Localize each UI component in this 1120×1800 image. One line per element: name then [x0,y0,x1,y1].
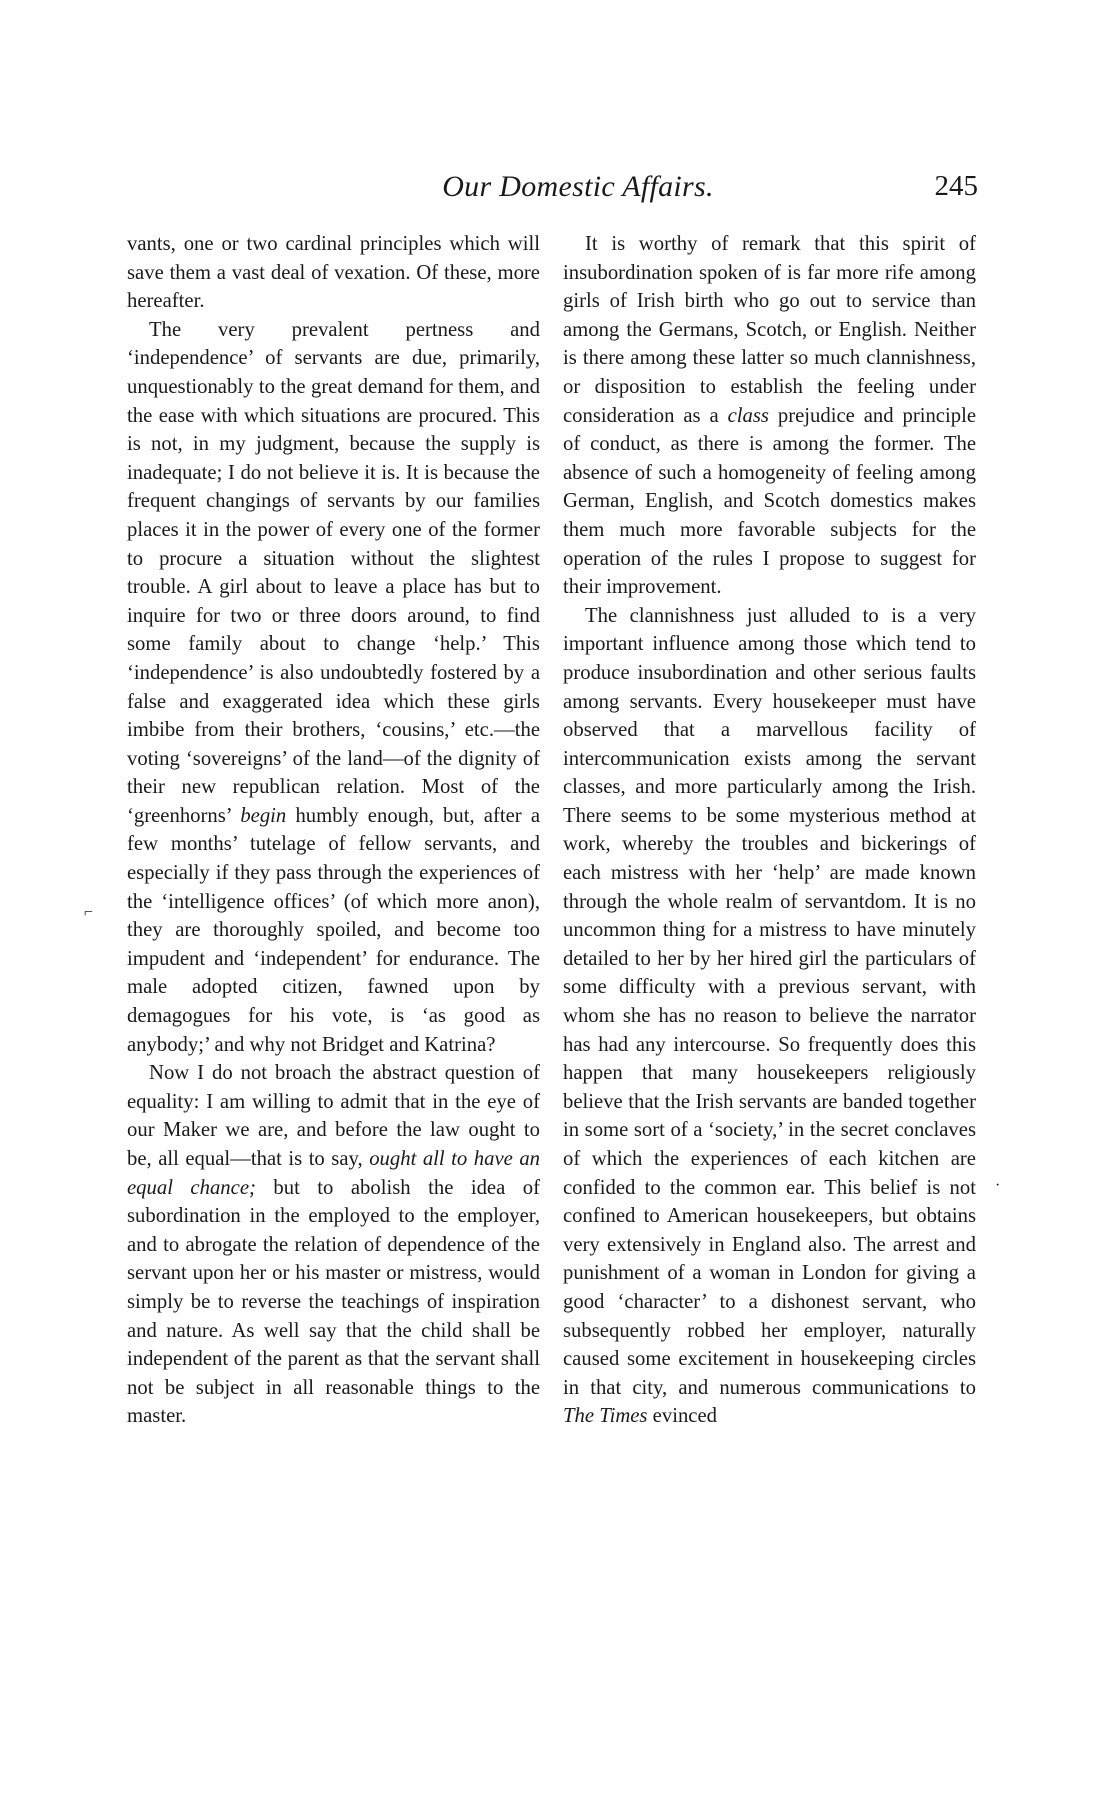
page-header [128,170,978,210]
left-paragraph-1 [127,230,540,316]
right-column [563,230,976,1431]
running-title: Our Domestic Affairs. [442,170,714,203]
text-run: evinced [652,1405,717,1428]
left-column [127,230,540,1431]
right-paragraph-1 [563,230,976,602]
text-run: It is worthy of remark that this spirit of insubordination spoken of is far more rife among girls of Irish birth who go out to service than among the Germans, Scotch, or English. Neither is there among these latter so much clannishness, or disposition to establish the feeling under consideration as a [563,233,976,427]
page-number: 245 [934,170,978,202]
italic-run: The Times [563,1405,648,1428]
italic-run: class [727,404,769,427]
margin-mark: · [995,1177,1001,1194]
text-run: Now I do not broach the abstract question of equality: I am willing to admit that in the eye of our Maker we are, and before the law ought to be, all equal—that is to say, [127,1062,540,1170]
italic-run: ought all to have an equal chance; [127,1148,541,1199]
text-run: prejudice and principle of conduct, as there is among the former. The absence of such a homogeneity of feeling among German, English, and Scotch domestics makes them much more favorable subjects for the operation of the rules I propose to suggest for their improvement. [563,404,977,599]
right-paragraph-2 [563,602,976,1431]
italic-run: begin [240,804,287,827]
left-paragraph-2 [127,316,540,1059]
text-run: vants, one or two cardinal principles which will save them a vast deal of vexation. Of these, more hereafter. [127,233,540,313]
text-run: The very prevalent pertness and ‘independence’ of servants are due, primarily, unquestionably to the great demand for them, and the ease with which situations are procured. This is not, in my judgment, because the supply is inadequate; I do not believe it is. It is because the frequent changings of servants by our families places it in the power of every one of the former to procure a situation without the slightest trouble. A girl about to leave a place has but to inquire for two or three doors around, to find some family about to change ‘help.’ This ‘independence’ is also undoubtedly fostered by a false and exaggerated idea which these girls imbibe from their brothers, ‘cousins,’ etc.—the voting ‘sovereigns’ of the land—of the dignity of their new republican relation. Most of the ‘greenhorns’ [127,318,540,827]
text-run: humbly enough, but, after a few months’ tutelage of fellow servants, and especially if they pass through the experiences of the ‘intelligence offices’ (of which more anon), they are thoroughly spoiled, and become too impudent and ‘independent’ for endurance. The male adopted citizen, fawned upon by demagogues for his vote, is ‘as good as anybody;’ and why not Bridget and Katrina? [127,804,541,1056]
left-paragraph-3 [127,1059,540,1431]
margin-mark: ⌐ [84,904,94,921]
text-run: The clannishness just alluded to is a very important influence among those which tend to produce insubordination and other serious faults among servants. Every housekeeper must have observed that a marvellous facility of intercommunication exists among the servant classes, and more particularly among the Irish. There seems to be some mysterious method at work, whereby the troubles and bickerings of each mistress with her ‘help’ are made known through the whole realm of servantdom. It is no uncommon thing for a mistress to have minutely detailed to her by her hired girl the particulars of some difficulty with a previous servant, with whom she has no reason to believe the narrator has had any intercourse. So frequently does this happen that many housekeepers religiously believe that the Irish servants are banded together in some sort of a ‘society,’ in the secret conclaves of which the experiences of each kitchen are confided to the common ear. This belief is not confined to American housekeepers, but obtains very extensively in England also. The arrest and punishment of a woman in London for giving a good ‘character’ to a dishonest servant, who subsequently robbed her employer, naturally caused some excitement in housekeeping circles in that city, and numerous communications to [563,604,976,1399]
text-run: but to abolish the idea of subordination in the employed to the employer, and to abrogate the relation of dependence of the servant upon her or his master or mistress, would simply be to reverse the teachings of inspiration and nature. As well say that the child shall be independent of the parent as that the servant shall not be subject in all reasonable things to the master. [127,1176,541,1428]
